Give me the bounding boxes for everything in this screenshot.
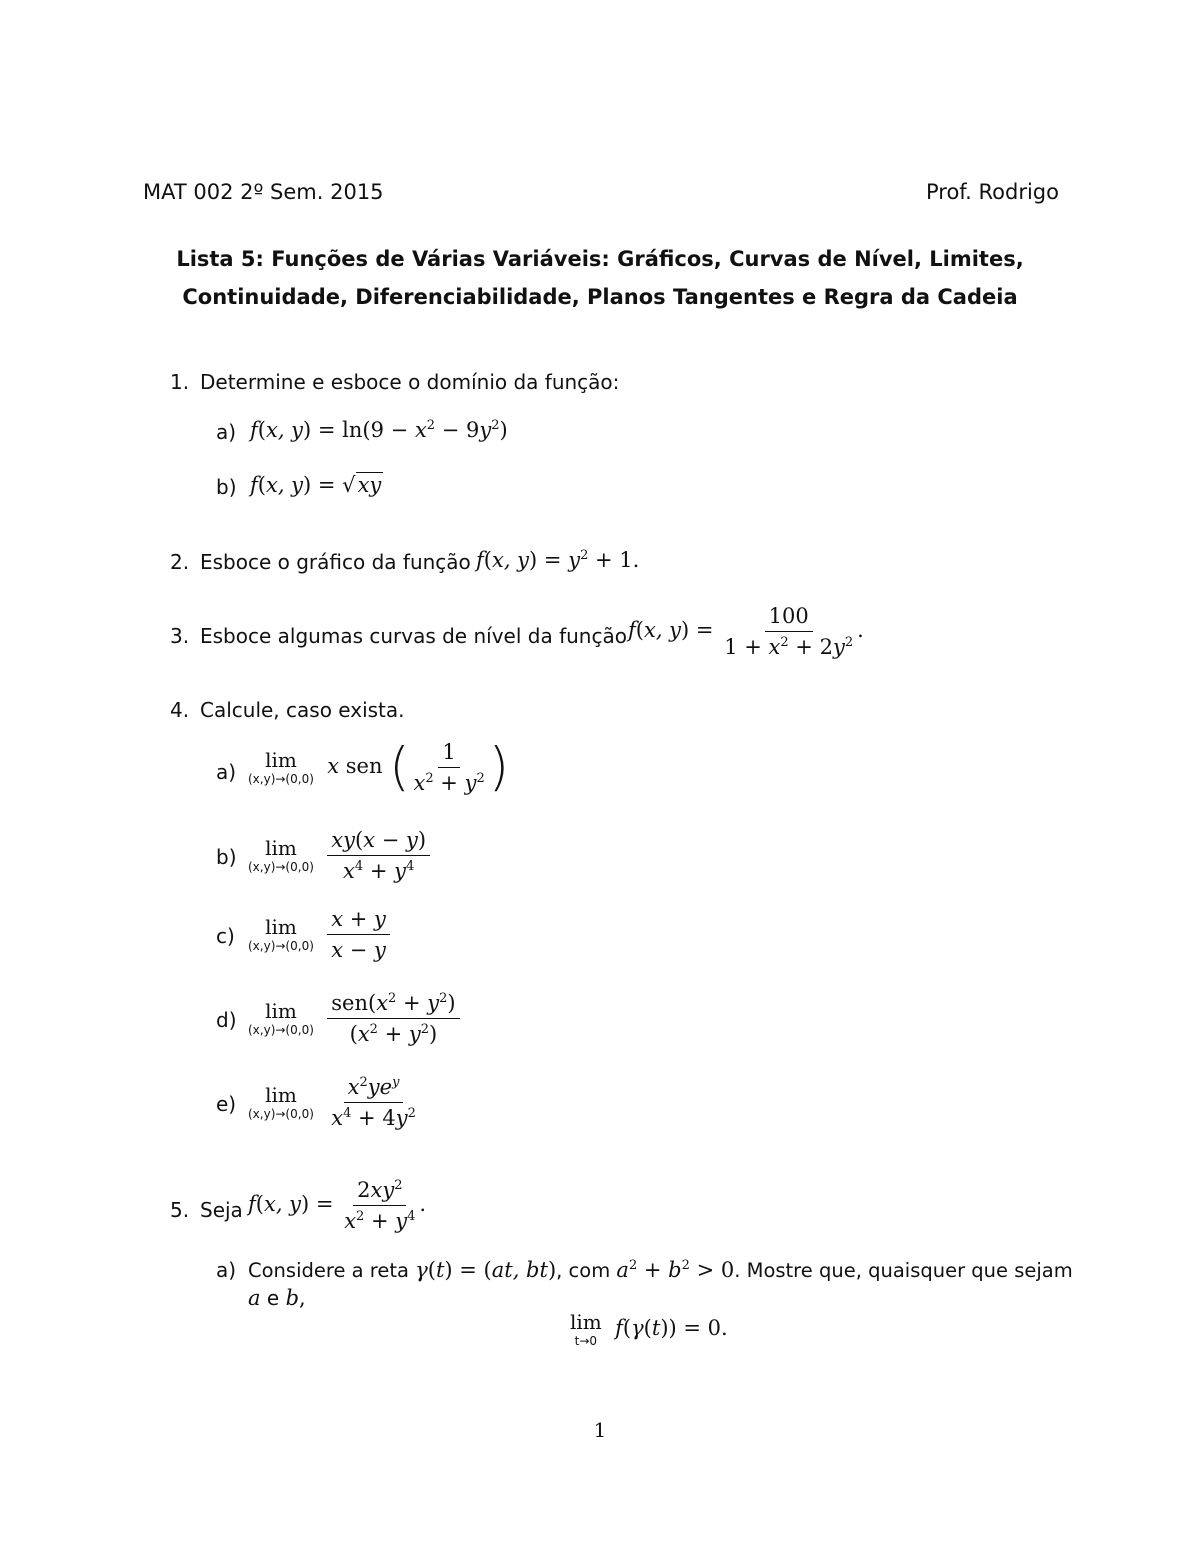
q3-formula: f(x, y) = $\frac{100}{1 + x^2 + 2y^2}$ . [628,604,864,660]
q1a-formula: f(x, $y) = \ln(9 - x^2 - 9y^2)$ [250,418,508,442]
q2-formula: f(x, $y) = y^2 + 1$. [476,548,640,572]
q1-text: Determine e esboce o domínio da função: [200,370,620,394]
q4e-label: e) [216,1092,237,1116]
list-title-line1: Lista 5: Funções de Várias Variáveis: Gráficos, Curvas de Nível, Limites, [176,247,1024,271]
q3-number: 3. [170,624,190,648]
q4-number: 4. [170,698,190,722]
page-number: 1 [593,1418,607,1442]
q1b-label: b) [216,475,237,499]
q1-number: 1. [170,370,190,394]
q4d-label: d) [216,1008,237,1032]
q4a-label: a) [216,760,237,784]
q2-text: Esboce o gráfico da função [200,550,471,574]
q4c-label: c) [216,924,235,948]
professor-name: Prof. Rodrigo [925,180,1059,204]
q4c-formula: lim (x,y)→(0,0) $\frac{x + y}{x - y}$ [248,907,390,962]
q5-formula: f(x, y) = $\frac{2xy^2}{x^2 + y^4}$ . [248,1178,427,1234]
q5a-line2: a e b, [248,1286,306,1310]
q5a-label: a) [216,1258,237,1282]
q5-number: 5. [170,1198,190,1222]
q4b-formula: lim (x,y)→(0,0) $\frac{xy(x - y)}{x^4 + y^4}$ [248,828,430,883]
q4b-label: b) [216,845,237,869]
q4-text: Calcule, caso exista. [200,698,405,722]
q5a-limit-formula: lim t→0 f(γ(t)) = 0. [570,1310,728,1348]
q4a-formula: lim (x,y)→(0,0) x sen ( $\frac{1}{x^2 + y^2}$ ) [248,737,510,798]
q2-number: 2. [170,550,190,574]
course-header: MAT 002 2º Sem. 2015 [143,180,384,204]
list-title-line2: Continuidade, Diferenciabilidade, Planos Tangentes e Regra da Cadeia [182,285,1018,309]
q4e-formula: lim (x,y)→(0,0) $\frac{x^2ye^y}{x^4 + 4y^2}$ [248,1075,416,1131]
q5-seja: Seja [200,1198,243,1222]
q1b-formula: f(x, y) = √xy [250,473,382,497]
q5a-line1: Considere a reta γ(t) = (at, bt), com $a^2 + b^2 > 0$. Mostre que, quaisquer que sejam [248,1258,1073,1282]
q1a-label: a) [216,420,237,444]
q4d-formula: lim (x,y)→(0,0) $\frac{sen(x^2 + y^2)}{(x^2 + y^2)}$ [248,991,460,1046]
q3-text: Esboce algumas curvas de nível da função [200,624,627,648]
